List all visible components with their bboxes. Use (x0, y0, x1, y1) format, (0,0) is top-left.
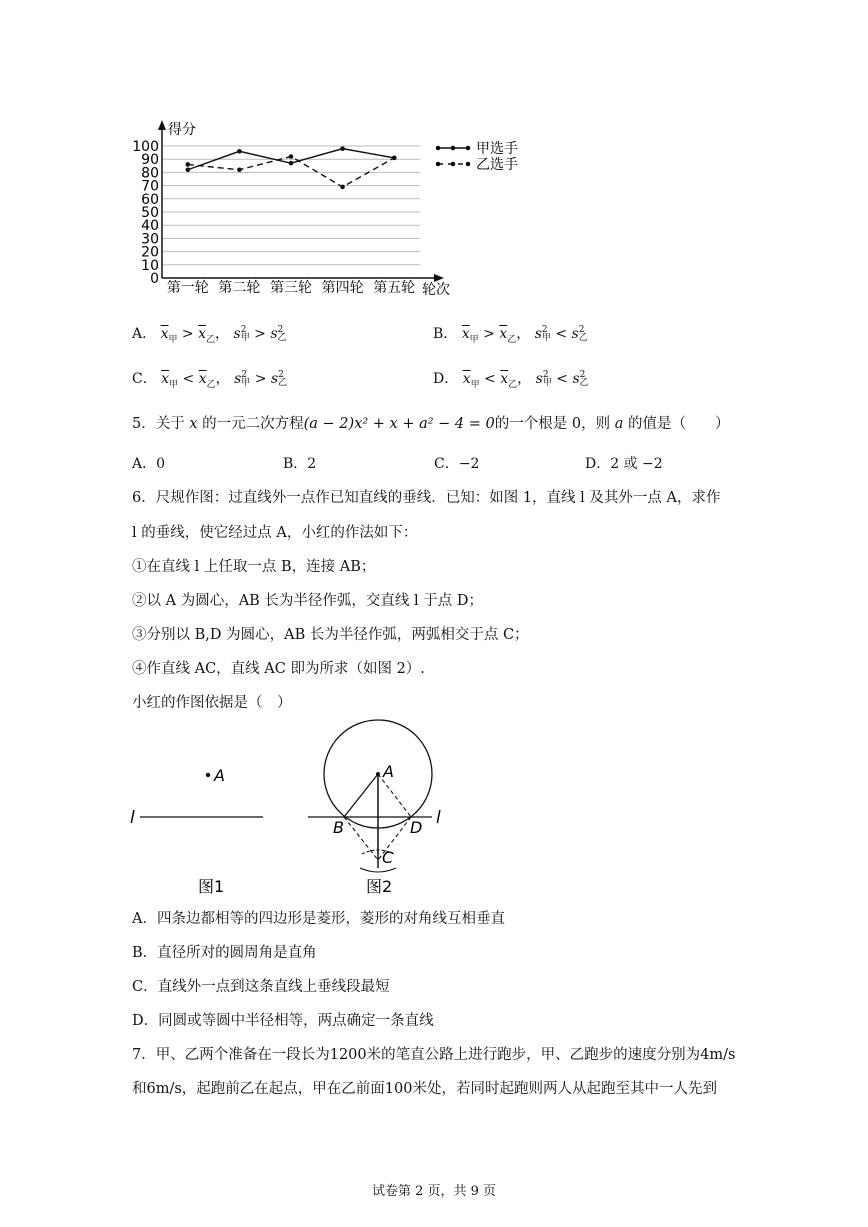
mean-symbol (160, 326, 178, 345)
score-line-chart (120, 112, 540, 302)
y-tick-label: 10 (141, 257, 159, 274)
variance-superscript: 2 (278, 370, 284, 380)
variance-subscript: 乙 (579, 378, 589, 388)
q6-figure-2 (300, 718, 460, 900)
q7-stem-line1: 7．甲、乙两个准备在一段长为1200米的笔直公路上进行跑步，甲、乙跑步的速度分别为4m/s (132, 1047, 736, 1063)
q5-option-d[interactable]: D．2 或 −2 (585, 456, 663, 472)
legend-label: 甲选手 (476, 141, 518, 157)
x-tick-label: 第二轮 (218, 280, 261, 296)
variance-superscript: 2 (542, 370, 549, 380)
mean-x: $\overline{x}$ (198, 371, 207, 387)
variance-superscript: 2 (578, 325, 585, 335)
mean-x: $\overline{x}$ (499, 326, 508, 342)
variance-symbol (536, 371, 552, 387)
chart-x-axis-label: 轮次 (422, 282, 450, 298)
mean-subscript: 甲 (469, 335, 479, 345)
mean-subscript: 乙 (507, 335, 517, 345)
variance-symbol (535, 326, 551, 342)
variance-superscript: 2 (541, 325, 548, 335)
line-l-label: l (436, 808, 441, 828)
variance-script (278, 371, 287, 387)
option-letter: C． (132, 371, 162, 387)
variance-subscript: 乙 (277, 333, 287, 343)
y-tick-label: 70 (141, 178, 159, 195)
q6-option-c[interactable]: C．直线外一点到这条直线上垂线段最短 (132, 979, 390, 995)
q5-equation: (a − 2)x² + x + a² − 4 = 0 (303, 416, 495, 432)
legend-marker (466, 146, 471, 151)
legend-marker (451, 162, 456, 167)
figure-1-caption: 图1 (198, 877, 225, 896)
legend-label: 乙选手 (476, 157, 518, 173)
mean-symbol (461, 326, 479, 345)
mean-symbol (161, 371, 179, 390)
point-d-label: D (410, 818, 423, 837)
mean-symbol (499, 326, 517, 345)
mean-subscript: 乙 (508, 380, 518, 390)
point-c-label: C (382, 848, 394, 867)
mean-subscript: 甲 (470, 380, 480, 390)
arc-from-b (360, 868, 396, 872)
relation: > (478, 326, 500, 342)
variance-script (579, 326, 588, 342)
variance-subscript: 甲 (241, 378, 251, 388)
comma: ， (215, 326, 234, 342)
point-b-label: B (333, 818, 344, 837)
chart-legend (436, 141, 518, 173)
legend-marker (451, 146, 456, 151)
chart-series (186, 146, 397, 189)
data-point-yi (186, 162, 191, 167)
legend-marker (466, 162, 471, 167)
mean-subscript: 甲 (168, 335, 178, 345)
variance-s: s (571, 326, 579, 342)
relation: > (250, 371, 271, 387)
y-axis-arrow (158, 120, 166, 130)
variance-s: s (535, 371, 543, 387)
variance-subscript: 甲 (542, 378, 552, 388)
chart-x-tick-labels (167, 280, 415, 296)
q6-option-d[interactable]: D．同圆或等圆中半径相等，两点确定一条直线 (132, 1013, 434, 1029)
mean-symbol (198, 371, 216, 390)
relation: < (551, 371, 573, 387)
variance-subscript: 甲 (541, 333, 551, 343)
mean-x: $\overline{x}$ (461, 326, 470, 342)
data-point-jia (186, 167, 191, 172)
mean-x: $\overline{x}$ (500, 371, 509, 387)
y-tick-label: 30 (141, 231, 159, 248)
q5-stem-part: 的值是（ ） (627, 416, 730, 432)
y-tick-label: 90 (141, 152, 159, 169)
variance-subscript: 乙 (278, 378, 288, 388)
q7-stem-line2: 和6m/s，起跑前乙在起点，甲在乙前面100米处，若同时起跑则两人从起跑至其中一人先到 (132, 1081, 717, 1097)
q6-question: 小红的作图依据是（ ） (132, 695, 292, 711)
x-tick-label: 第一轮 (166, 280, 209, 296)
data-point-jia (340, 146, 345, 151)
relation: > (177, 326, 199, 342)
x-axis-arrow (434, 274, 444, 282)
variance-s: s (234, 371, 242, 387)
relation: < (178, 371, 199, 387)
q4-option-b[interactable] (433, 324, 588, 350)
variance-script (241, 371, 250, 387)
variance-subscript: 甲 (240, 333, 250, 343)
y-tick-label: 60 (141, 191, 159, 208)
figure-2-caption: 图2 (366, 877, 393, 896)
q6-step-3: ③分别以 B,D 为圆心，AB 长为半径作弧，两弧相交于点 C； (132, 627, 529, 643)
q5-stem-part: 5．关于 (132, 416, 185, 432)
comma: ， (516, 326, 535, 342)
legend-marker (436, 146, 441, 151)
q4-option-c[interactable] (132, 369, 287, 395)
chart-axes (158, 120, 444, 282)
segment-ab (344, 774, 378, 817)
variance-superscript: 2 (277, 325, 284, 335)
q5-option-c[interactable]: C．−2 (434, 456, 480, 472)
variance-symbol (271, 371, 287, 387)
q5-stem-part: 的一元二次方程 (202, 416, 304, 432)
variance-s: s (572, 371, 580, 387)
mean-subscript: 乙 (206, 380, 216, 390)
point-a-label: A (383, 762, 394, 781)
mean-x: $\overline{x}$ (160, 326, 169, 342)
variance-script (543, 371, 552, 387)
variance-symbol (234, 326, 250, 342)
line-l-label: l (130, 808, 135, 828)
q5-option-b[interactable]: B．2 (283, 456, 317, 472)
mean-symbol (198, 326, 216, 345)
y-tick-label: 100 (132, 139, 159, 155)
mean-subscript: 乙 (206, 335, 216, 345)
q6-option-b[interactable]: B．直径所对的圆周角是直角 (132, 945, 317, 961)
q5-var-a: a (614, 416, 624, 432)
x-tick-label: 第三轮 (270, 280, 312, 296)
variance-superscript: 2 (579, 370, 586, 380)
legend-marker (436, 162, 441, 167)
variance-superscript: 2 (240, 325, 247, 335)
option-letter: D． (433, 371, 463, 387)
y-tick-label: 0 (150, 271, 159, 287)
page-footer: 试卷第 2 页，共 9 页 (371, 1184, 497, 1199)
variance-subscript: 乙 (578, 333, 588, 343)
q5-stem (132, 414, 729, 434)
variance-superscript: 2 (241, 370, 248, 380)
q5-stem-part: 的一个根是 0，则 (494, 416, 611, 432)
variance-script (241, 326, 250, 342)
mean-x: $\overline{x}$ (198, 326, 207, 342)
q5-option-a[interactable]: A．0 (132, 456, 166, 472)
variance-s: s (534, 326, 542, 342)
variance-s: s (270, 371, 279, 387)
chart-y-tick-labels (132, 139, 159, 287)
y-tick-label: 50 (141, 205, 159, 221)
relation: < (550, 326, 572, 342)
data-point-yi (237, 167, 242, 172)
q4-option-a[interactable] (132, 324, 287, 350)
point-a-dot (206, 773, 210, 777)
variance-script (278, 326, 287, 342)
option-letter: B． (433, 326, 462, 342)
y-tick-label: 40 (141, 218, 159, 235)
q6-stem-line2: l 的垂线，使它经过点 A，小红的作法如下： (132, 525, 418, 541)
variance-s: s (270, 326, 278, 342)
chart-y-axis-label: 得分 (168, 122, 196, 138)
data-point-yi (289, 154, 294, 159)
mean-symbol (500, 371, 518, 390)
variance-symbol (234, 371, 250, 387)
mean-x: $\overline{x}$ (161, 371, 170, 387)
x-tick-label: 第五轮 (373, 280, 416, 296)
point-a-dot (376, 772, 380, 776)
variance-script (580, 371, 589, 387)
q6-figure-1 (120, 750, 280, 900)
variance-symbol (572, 371, 588, 387)
q6-step-1: ①在直线 l 上任取一点 B，连接 AB； (132, 559, 376, 575)
variance-symbol (270, 326, 286, 342)
comma: ， (517, 371, 536, 387)
y-tick-label: 20 (141, 244, 159, 261)
q5-var-x: x (189, 416, 198, 432)
mean-x: $\overline{x}$ (462, 371, 471, 387)
mean-symbol (462, 371, 480, 390)
x-tick-label: 第四轮 (321, 280, 364, 296)
data-point-yi (340, 185, 345, 190)
variance-symbol (572, 326, 588, 342)
q6-step-4: ④作直线 AC，直线 AC 即为所求（如图 2）. (132, 661, 425, 677)
q4-option-d[interactable] (433, 369, 589, 395)
mean-subscript: 甲 (169, 380, 179, 390)
data-point-yi (392, 156, 397, 161)
relation: < (479, 371, 501, 387)
q6-stem-line1: 6．尺规作图：过直线外一点作已知直线的垂线．已知：如图 1，直线 l 及其外一点 A，求作 (132, 490, 721, 506)
q6-step-2: ②以 A 为圆心，AB 长为半径作弧，交直线 l 于点 D； (132, 593, 484, 609)
q6-option-a[interactable]: A．四条边都相等的四边形是菱形，菱形的对角线互相垂直 (132, 911, 505, 927)
option-letter: A． (132, 326, 161, 342)
relation: > (249, 326, 271, 342)
point-a-label: A (214, 766, 225, 785)
y-tick-label: 80 (141, 165, 159, 182)
variance-script (542, 326, 551, 342)
comma: ， (215, 371, 235, 387)
data-point-jia (289, 161, 294, 166)
data-point-jia (237, 149, 242, 154)
variance-s: s (233, 326, 241, 342)
dashed-bc (344, 817, 378, 860)
